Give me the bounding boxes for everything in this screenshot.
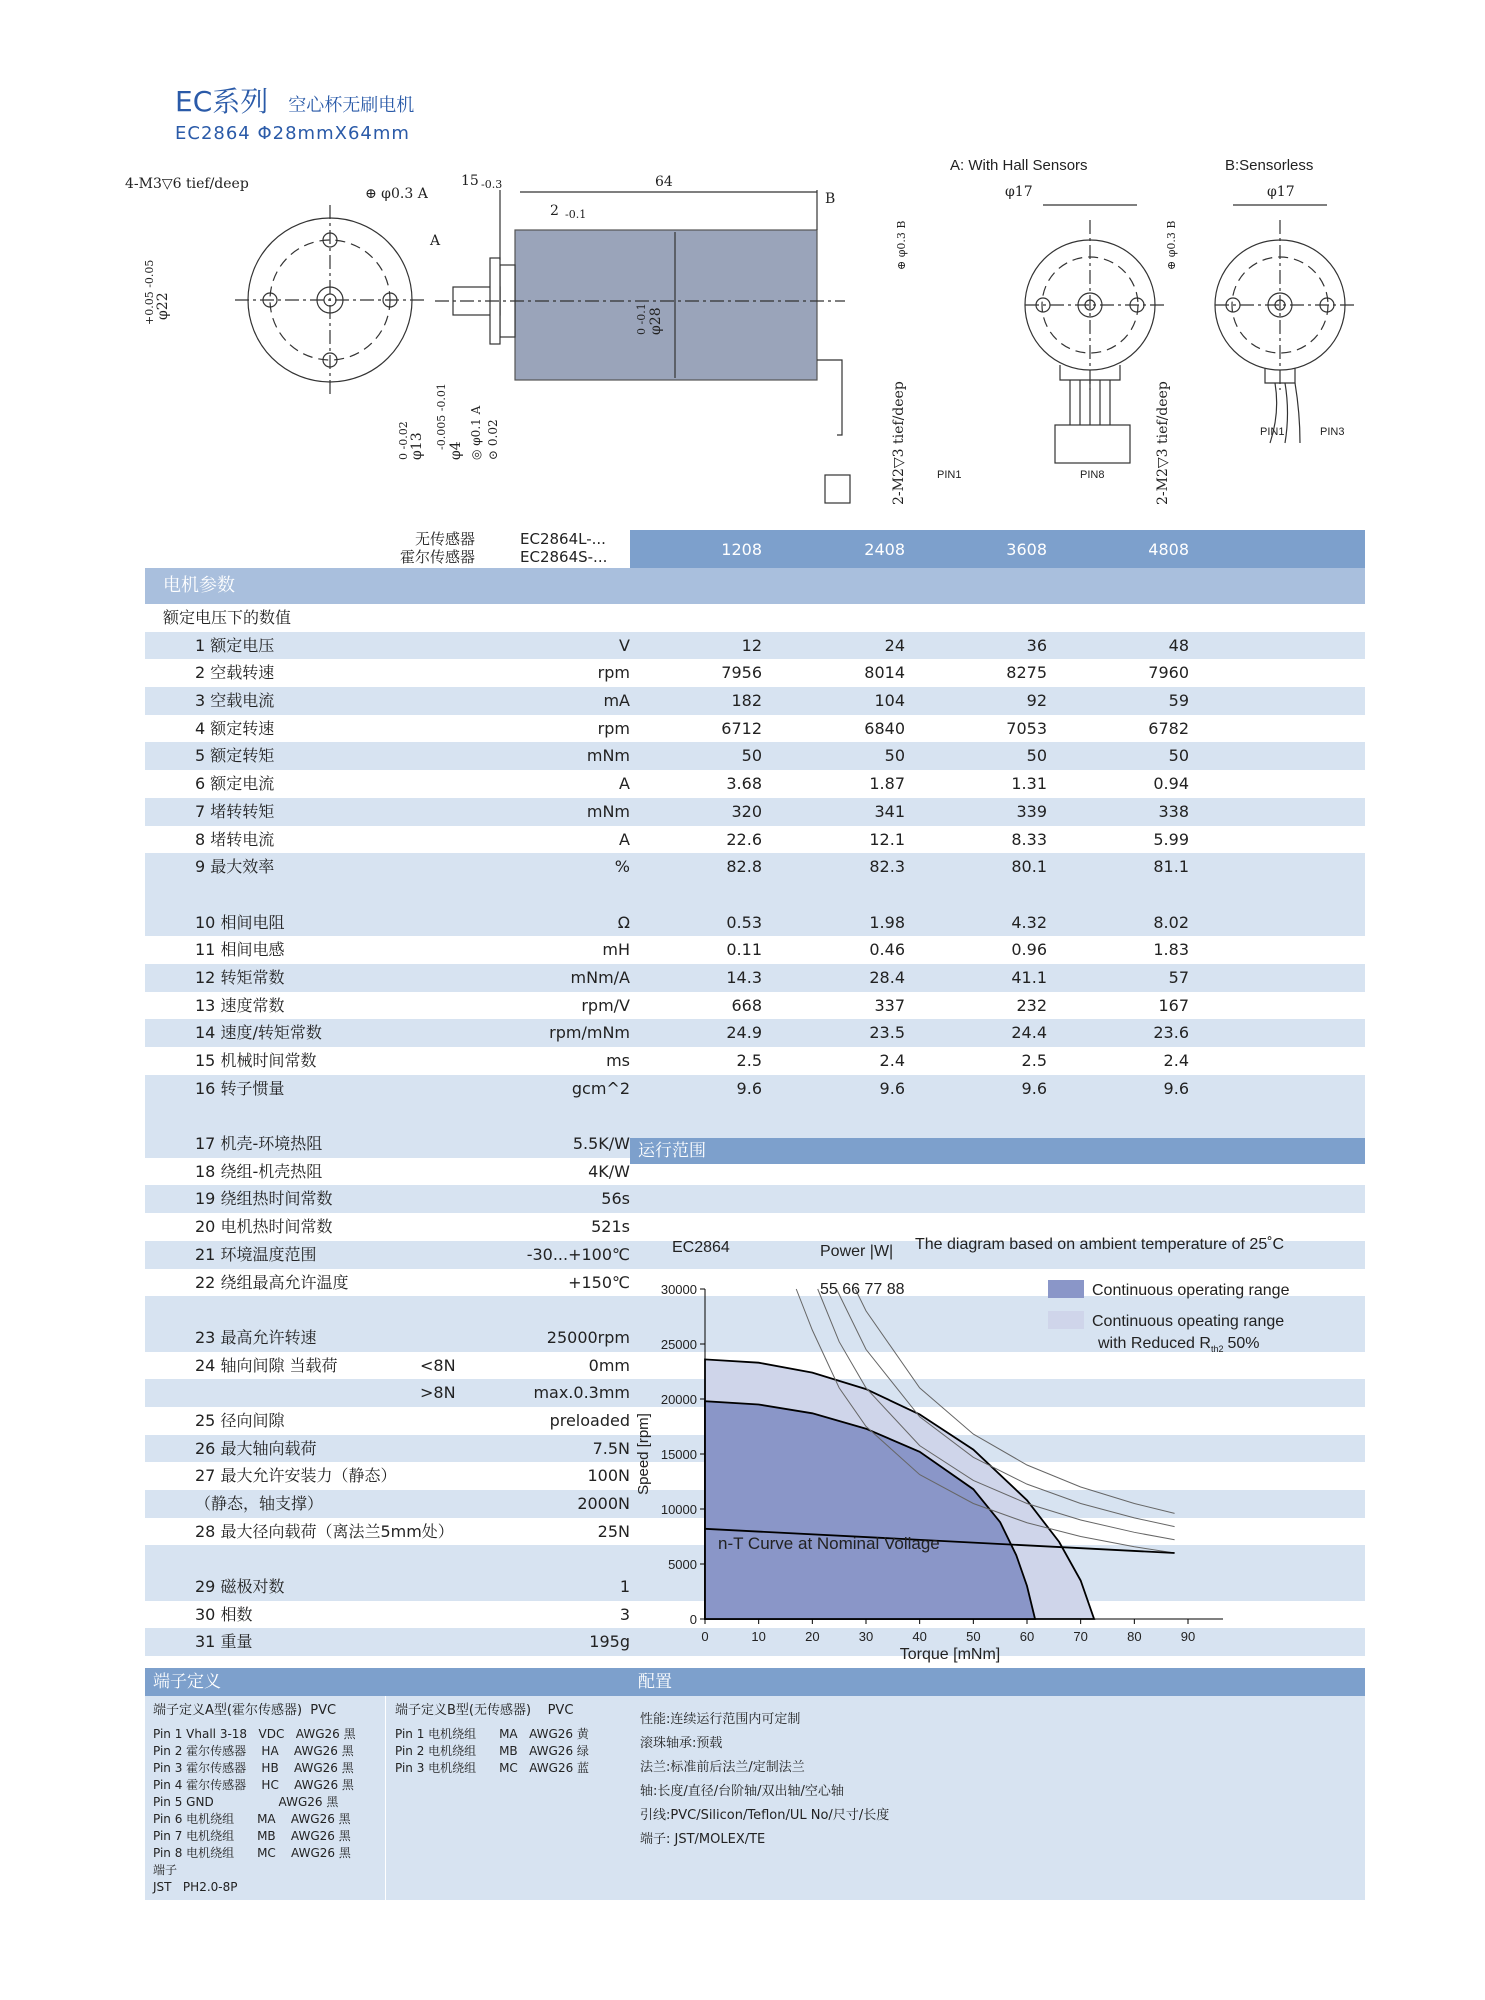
model-col-3608: 3608	[1006, 540, 1047, 559]
param-value: 24.4	[1011, 1023, 1047, 1043]
dim-d13: φ13	[409, 432, 425, 460]
param-value: 81.1	[1153, 857, 1189, 877]
config-item: 轴:长度/直径/台阶轴/双出轴/空心轴	[640, 1784, 844, 1799]
param-value: max.0.3mm	[533, 1383, 630, 1403]
chart-section-title: 运行范围	[630, 1138, 1365, 1164]
param-value: 5.99	[1153, 829, 1189, 849]
config-item: 端子: JST/MOLEX/TE	[640, 1832, 766, 1847]
param-value: 50	[1026, 746, 1047, 766]
param-value: 12	[741, 635, 762, 655]
param-value: 7960	[1148, 663, 1189, 683]
fcf-concentricity: ◎ φ0.1 A	[469, 405, 483, 460]
param-value: 0.11	[726, 940, 762, 960]
param-value: 28.4	[869, 967, 905, 987]
param-value: 25N	[597, 1521, 630, 1541]
param-value: 22.6	[726, 829, 762, 849]
terminal-b-title: 端子定义B型(无传感器) PVC	[395, 1703, 574, 1718]
table-row	[145, 992, 1365, 1020]
table-row	[145, 687, 1365, 715]
legend-reduced-line2	[1097, 1335, 1260, 1354]
table-row	[145, 1019, 1365, 1047]
legend-swatch-continuous	[1048, 1280, 1084, 1298]
x-tick-label: 30	[858, 1629, 874, 1644]
param-name: 29 磁极对数	[195, 1577, 285, 1597]
x-tick-label: 50	[966, 1629, 981, 1644]
param-value: 25000rpm	[546, 1327, 630, 1347]
param-unit: gcm^2	[571, 1078, 630, 1098]
param-name: 24 轴向间隙 当载荷	[195, 1355, 338, 1375]
param-value: 4.32	[1011, 912, 1047, 932]
dim-d17-a: φ17	[1005, 184, 1033, 200]
datum-a-label: A	[430, 233, 441, 249]
dim-2: 2	[550, 203, 559, 219]
param-value: 12.1	[869, 829, 905, 849]
param-name: 13 速度常数	[195, 995, 285, 1015]
legend-part: th2	[1210, 1344, 1224, 1354]
param-unit: ms	[606, 1051, 630, 1070]
table-row	[145, 936, 1365, 964]
dim-d28-tol: 0 -0.1	[635, 303, 648, 335]
param-name: 11 相间电感	[195, 940, 285, 960]
table-row	[145, 632, 1365, 660]
terminal-title: 端子定义	[145, 1668, 630, 1696]
config-item: 性能:连续运行范围内可定制	[640, 1712, 801, 1727]
param-name: 10 相间电阻	[195, 912, 285, 932]
param-value: 232	[1016, 995, 1047, 1015]
param-unit: rpm	[597, 718, 630, 738]
param-value: 50	[884, 746, 905, 766]
param-value: 82.8	[726, 857, 762, 877]
param-value: 3.68	[726, 774, 762, 794]
param-value: 9.6	[1163, 1078, 1189, 1098]
param-value: -30...+100℃	[526, 1244, 630, 1264]
param-unit: mNm/A	[570, 967, 630, 987]
param-value: 7.5N	[592, 1438, 630, 1458]
legend-reduced: Continuous opeating range	[1092, 1313, 1285, 1330]
param-name: 7 堵转转矩	[195, 801, 275, 821]
legend-part: 50%	[1227, 1335, 1260, 1352]
param-condition: <8N	[420, 1355, 456, 1375]
x-tick-label: 40	[912, 1629, 927, 1644]
param-unit: A	[619, 829, 630, 849]
operating-range-panel	[630, 1138, 1365, 1668]
param-value: 0mm	[588, 1355, 630, 1375]
param-value: preloaded	[549, 1410, 630, 1430]
y-tick-label: 25000	[660, 1337, 697, 1352]
model-title: EC2864 Φ28mmX64mm	[175, 123, 410, 144]
legend-part: with Reduced R	[1098, 1335, 1211, 1352]
param-value: 341	[874, 801, 905, 821]
section-motor-params: 电机参数	[145, 568, 1365, 604]
x-tick-label: 20	[805, 1629, 820, 1644]
param-value: 6712	[721, 718, 762, 738]
param-value: 0.53	[726, 912, 762, 932]
spacer-row	[145, 881, 1365, 909]
param-name: 31 重量	[195, 1632, 253, 1652]
terminal-b-pins: Pin 1 电机绕组 MA AWG26 黄 Pin 2 电机绕组 MB AWG26 绿 Pin 3 电机绕组 MC AWG26 蓝	[395, 1727, 590, 1775]
dim-d4-tol: -0.005 -0.01	[435, 383, 448, 450]
table-header	[145, 530, 1365, 568]
param-name: 19 绕组热时间常数	[195, 1189, 333, 1209]
param-name: 18 绕组-机壳热阻	[195, 1161, 323, 1181]
param-value: 8.02	[1153, 912, 1189, 932]
param-value: 338	[1158, 801, 1189, 821]
param-name: （静态，轴支撑）	[195, 1494, 324, 1513]
param-unit: Ω	[617, 912, 630, 932]
param-value: 521s	[591, 1217, 630, 1237]
param-value: 23.5	[869, 1023, 905, 1043]
page-subtitle: 空心杯无刷电机	[288, 95, 415, 116]
config-title: 配置	[630, 1668, 1365, 1696]
param-value: 36	[1026, 635, 1047, 655]
config-panel	[630, 1668, 1365, 1900]
param-value: 56s	[601, 1189, 630, 1209]
param-name: 20 电机热时间常数	[195, 1217, 333, 1237]
pin1-label-a: PIN1	[937, 469, 962, 481]
param-value: 7956	[721, 663, 762, 683]
param-name: 15 机械时间常数	[195, 1051, 317, 1070]
param-name: 12 转矩常数	[195, 967, 285, 987]
table-row	[145, 659, 1365, 687]
param-value: 100N	[587, 1466, 630, 1486]
param-name: 1 额定电压	[195, 635, 275, 655]
param-name: 25 径向间隙	[195, 1410, 285, 1430]
param-value: 48	[1168, 635, 1189, 655]
param-value: 57	[1168, 967, 1189, 987]
pin1-label-b: PIN1	[1260, 426, 1285, 438]
param-value: 3	[619, 1604, 630, 1624]
param-value: 339	[1016, 801, 1047, 821]
param-unit: %	[614, 857, 630, 877]
chart-title: EC2864	[672, 1239, 730, 1256]
param-unit: mNm	[586, 746, 630, 766]
param-unit: mNm	[586, 801, 630, 821]
param-value: 80.1	[1011, 857, 1047, 877]
param-name: 8 堵转电流	[195, 829, 275, 849]
table-row	[145, 964, 1365, 992]
y-tick-label: 20000	[660, 1392, 697, 1407]
model-col-2408: 2408	[864, 540, 905, 559]
dim-64: 64	[655, 174, 673, 190]
pin3-label: PIN3	[1320, 426, 1345, 438]
param-name: 6 额定电流	[195, 774, 275, 794]
dim-2-tol: -0.1	[565, 208, 587, 221]
param-value: 82.3	[869, 857, 905, 877]
param-value: 167	[1158, 995, 1189, 1015]
chart-note: The diagram based on ambient temperature of 25˚C	[915, 1236, 1285, 1253]
param-value: 668	[731, 995, 762, 1015]
param-value: 50	[741, 746, 762, 766]
header-hall: 霍尔传感器	[399, 548, 475, 566]
terminal-panel	[145, 1668, 630, 1900]
dim-d4: φ4	[448, 441, 464, 460]
table-row	[145, 1047, 1365, 1075]
thread-view-b: 2-M2▽3 tief/deep	[1155, 381, 1171, 505]
fcf-runout: ⊙ 0.02	[486, 419, 500, 460]
thread-callout: 4-M3▽6 tief/deep	[125, 176, 249, 192]
param-value: 6840	[864, 718, 905, 738]
param-name: 27 最大允许安装力（静态）	[195, 1466, 397, 1486]
param-name: 21 环境温度范围	[195, 1244, 317, 1264]
operating-range-chart	[630, 1164, 1365, 1664]
param-value: 1.98	[869, 912, 905, 932]
x-axis-label: Torque [mNm]	[899, 1646, 1001, 1663]
header-model-s: EC2864S-...	[520, 548, 608, 566]
page-title: EC系列 空心杯无刷电机	[175, 85, 415, 118]
table-row	[145, 798, 1365, 826]
param-value: 8014	[864, 663, 905, 683]
header-sensorless: 无传感器	[414, 530, 475, 548]
param-value: 104	[874, 691, 905, 711]
table-row	[145, 909, 1365, 937]
param-condition: >8N	[420, 1383, 456, 1403]
param-name: 23 最高允许转速	[195, 1327, 317, 1347]
param-value: 2.4	[879, 1051, 905, 1070]
legend-swatch-reduced	[1048, 1311, 1084, 1329]
y-axis-label: Speed [rpm]	[635, 1413, 652, 1495]
param-value: 8.33	[1011, 829, 1047, 849]
param-value: 337	[874, 995, 905, 1015]
param-name: 30 相数	[195, 1604, 253, 1624]
spacer-row	[145, 1102, 1365, 1130]
x-tick-label: 70	[1073, 1629, 1088, 1644]
param-value: 9.6	[879, 1078, 905, 1098]
fcf-view-b: ⊕ φ0.3 B	[1165, 220, 1178, 270]
param-unit: A	[619, 774, 630, 794]
param-value: 14.3	[726, 967, 762, 987]
param-value: 23.6	[1153, 1023, 1189, 1043]
param-value: 320	[731, 801, 762, 821]
dim-d13-tol: 0 -0.02	[397, 421, 410, 460]
continuous-range-area	[705, 1401, 1035, 1619]
param-value: 8275	[1006, 663, 1047, 683]
param-name: 17 机壳-环境热阻	[195, 1134, 323, 1154]
param-unit: mA	[603, 691, 630, 711]
config-item: 法兰:标准前后法兰/定制法兰	[640, 1760, 805, 1775]
param-unit: V	[619, 635, 630, 655]
param-value: 6782	[1148, 718, 1189, 738]
param-value: 41.1	[1011, 967, 1047, 987]
power-label: Power |W|	[820, 1243, 894, 1260]
x-tick-label: 0	[701, 1629, 709, 1644]
param-unit: rpm/mNm	[549, 1023, 630, 1043]
param-value: 7053	[1006, 718, 1047, 738]
param-name: 26 最大轴向载荷	[195, 1438, 317, 1458]
param-value: 195g	[589, 1632, 630, 1652]
param-value: 9.6	[736, 1078, 762, 1098]
thread-view-a: 2-M2▽3 tief/deep	[891, 381, 907, 505]
table-row	[145, 742, 1365, 770]
param-name: 3 空载电流	[195, 691, 275, 711]
param-value: 0.96	[1011, 940, 1047, 960]
table-row	[145, 853, 1365, 881]
param-unit: mH	[602, 940, 630, 960]
param-value: 2000N	[577, 1494, 630, 1513]
fcf-view-a: ⊕ φ0.3 B	[895, 220, 908, 270]
power-values: 55 66 77 88	[820, 1281, 905, 1298]
pin8-label: PIN8	[1080, 469, 1105, 481]
param-value: +150℃	[568, 1272, 630, 1292]
param-value: 1.87	[869, 774, 905, 794]
param-value: 92	[1026, 691, 1047, 711]
technical-drawing	[125, 150, 1365, 520]
nominal-row: 额定电压下的数值	[163, 608, 292, 627]
dim-d17-b: φ17	[1267, 184, 1295, 200]
param-value: 4K/W	[588, 1161, 630, 1181]
x-tick-label: 60	[1019, 1629, 1035, 1644]
param-unit: rpm	[597, 663, 630, 683]
param-value: 50	[1168, 746, 1189, 766]
dim-d28: φ28	[648, 307, 664, 335]
param-value: 1.31	[1011, 774, 1047, 794]
dim-15: 15	[461, 173, 479, 189]
config-item: 引线:PVC/Silicon/Teflon/UL No/尺寸/长度	[640, 1808, 890, 1823]
y-tick-label: 15000	[660, 1447, 697, 1462]
nt-curve-label: n-T Curve at Nominal Vollage	[718, 1534, 940, 1553]
param-name: 2 空载转速	[195, 663, 275, 683]
param-unit: rpm/V	[581, 995, 630, 1015]
terminal-a-pins: Pin 1 Vhall 3-18 VDC AWG26 黑 Pin 2 霍尔传感器 HA AWG26 黑 Pin 3 霍尔传感器 HB AWG26 黑 Pin 4 霍尔传感器 HC AWG26 黑 Pin 5 GND AWG26 黑 Pin 6 电机绕组 MA AWG26 黑 Pin 7 电机绕组 MB AWG26 黑 Pin 8 电机绕组 MC AWG26 黑 端子 JST PH2.0-8P	[153, 1727, 356, 1894]
param-value: 182	[731, 691, 762, 711]
param-name: 5 额定转矩	[195, 746, 275, 766]
view-b-title: B:Sensorless	[1225, 157, 1314, 174]
header-model-l: EC2864L-...	[520, 530, 606, 548]
param-name: 9 最大效率	[195, 857, 275, 877]
y-tick-label: 0	[689, 1612, 697, 1627]
legend-continuous: Continuous operating range	[1092, 1282, 1290, 1299]
param-value: 2.4	[1163, 1051, 1189, 1070]
x-tick-label: 10	[751, 1629, 766, 1644]
y-tick-label: 10000	[660, 1502, 697, 1517]
param-value: 5.5K/W	[572, 1134, 630, 1154]
dim-15-tol: -0.3	[481, 178, 503, 191]
param-name: 16 转子惯量	[195, 1078, 285, 1098]
table-row	[145, 770, 1365, 798]
param-value: 1.83	[1153, 940, 1189, 960]
param-value: 0.94	[1153, 774, 1189, 794]
dim-d22: φ22	[155, 292, 171, 320]
param-value: 2.5	[1021, 1051, 1047, 1070]
table-row	[145, 826, 1365, 854]
config-item: 滚珠轴承:预载	[640, 1736, 723, 1751]
model-col-1208: 1208	[721, 540, 762, 559]
param-value: 0.46	[869, 940, 905, 960]
dim-d22-tol: +0.05 -0.05	[143, 259, 156, 325]
table-row	[145, 1075, 1365, 1103]
view-a-title: A: With Hall Sensors	[950, 157, 1088, 174]
param-value: 2.5	[736, 1051, 762, 1070]
param-name: 28 最大径向载荷（离法兰5mm处）	[195, 1521, 454, 1541]
model-col-4808: 4808	[1148, 540, 1189, 559]
datum-b-label: B	[825, 191, 836, 207]
param-value: 24	[884, 635, 905, 655]
fcf-position: ⊕ φ0.3 A	[365, 186, 428, 202]
y-tick-label: 30000	[660, 1282, 697, 1297]
y-tick-label: 5000	[668, 1557, 697, 1572]
param-name: 14 速度/转矩常数	[195, 1023, 322, 1043]
x-tick-label: 80	[1127, 1629, 1142, 1644]
param-value: 1	[619, 1577, 630, 1597]
param-value: 24.9	[726, 1023, 762, 1043]
param-name: 22 绕组最高允许温度	[195, 1272, 349, 1292]
table-row	[145, 715, 1365, 743]
param-name: 4 额定转速	[195, 718, 275, 738]
terminal-a-title: 端子定义A型(霍尔传感器) PVC	[153, 1703, 337, 1718]
x-tick-label: 90	[1180, 1629, 1196, 1644]
param-value: 59	[1168, 691, 1189, 711]
param-value: 9.6	[1021, 1078, 1047, 1098]
